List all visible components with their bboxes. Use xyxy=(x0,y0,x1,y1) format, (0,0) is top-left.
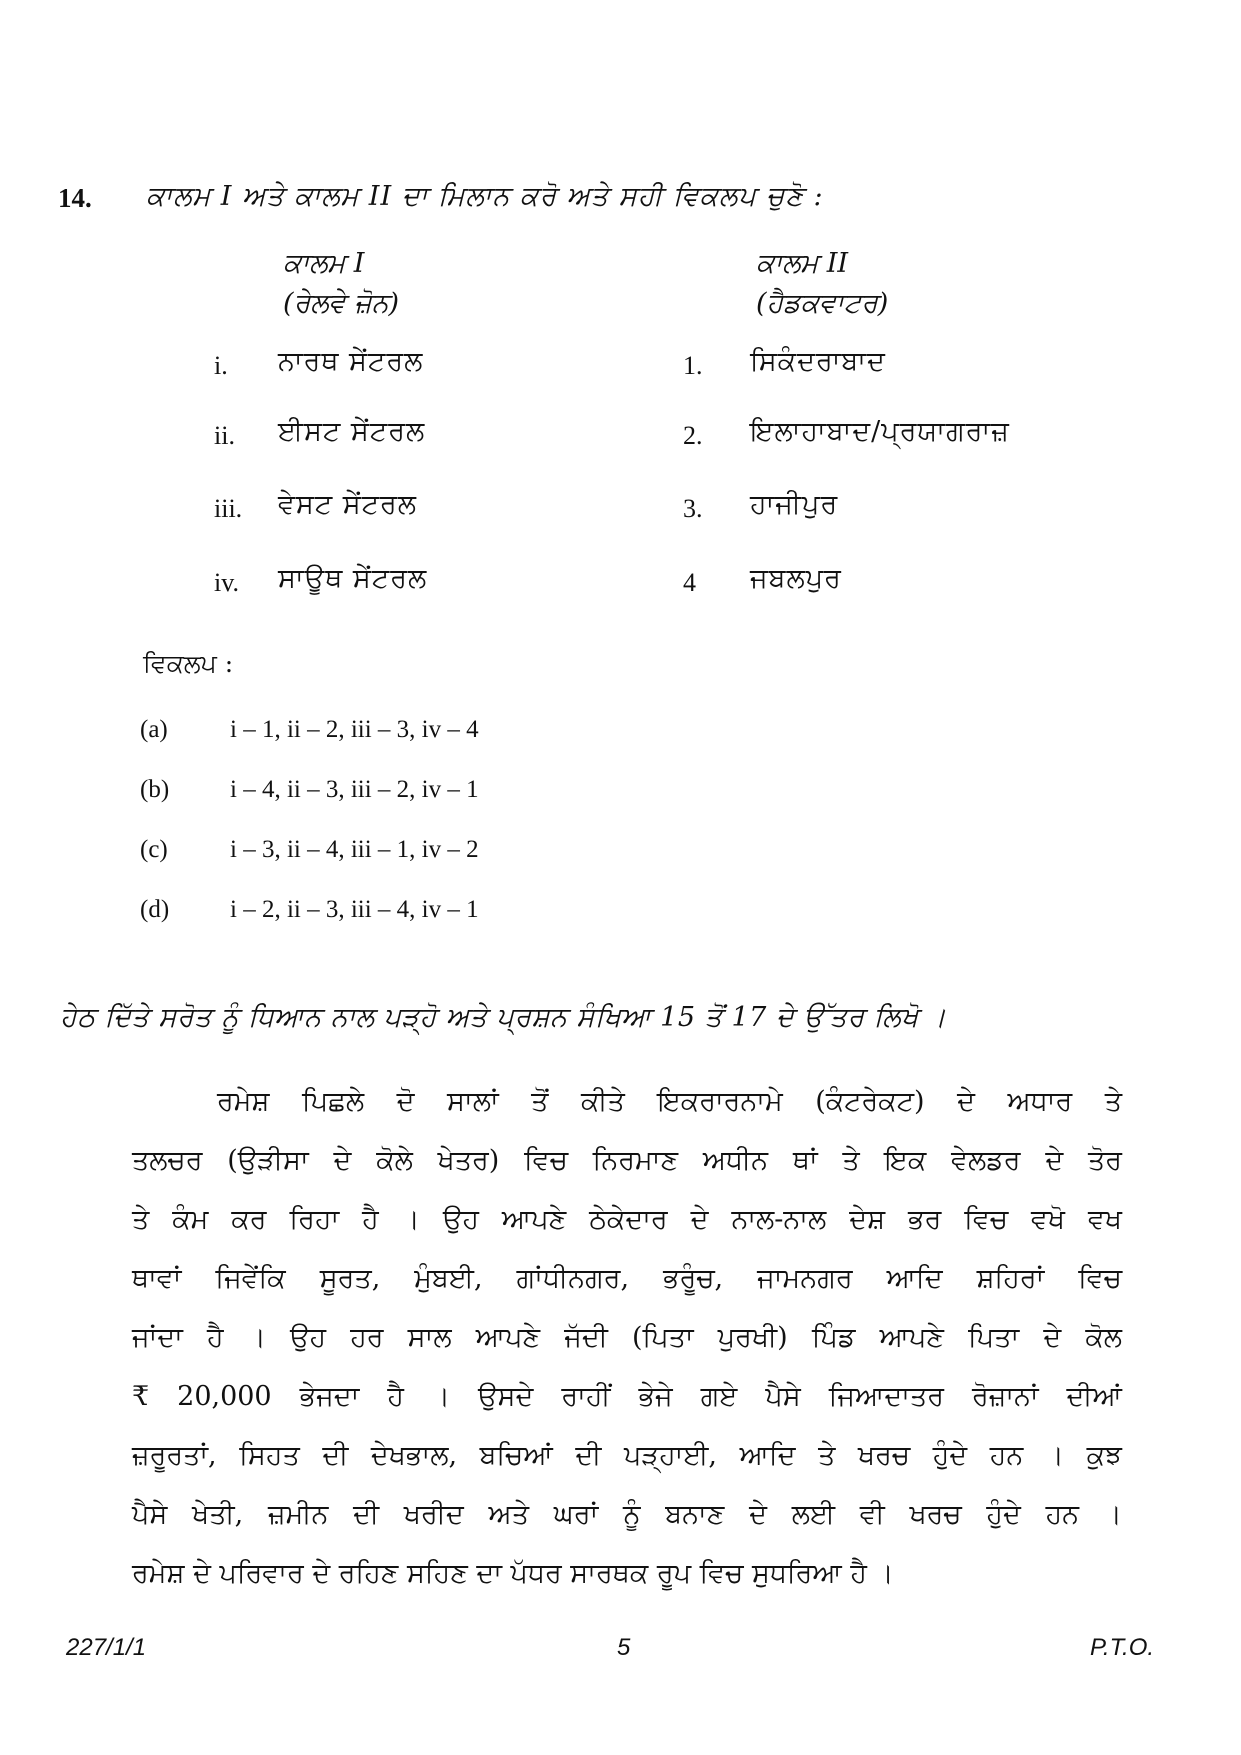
column2-item-text: ਇਲਾਹਾਬਾਦ/ਪ੍ਰਯਾਗਰਾਜ਼ xyxy=(750,416,1010,447)
column1-item-text: ਸਾਊਥ ਸੇਂਟਰਲ xyxy=(278,563,428,594)
column1-item-label: i. xyxy=(214,351,228,380)
column2-item-text: ਹਾਜੀਪੁਰ xyxy=(750,489,839,520)
passage-line: ਜ਼ਰੂਰਤਾਂ, ਸਿਹਤ ਦੀ ਦੇਖਭਾਲ, ਬਚਿਆਂ ਦੀ ਪੜ੍ਹਾਈ, ਆਦਿ ਤੇ ਖਰਚ ਹੁੰਦੇ ਹਨ । ਕੁਝ xyxy=(132,1440,1122,1471)
question-number: 14. xyxy=(58,183,92,213)
column2-item-label: 4 xyxy=(683,568,696,597)
passage-line: ਪੈਸੇ ਖੇਤੀ, ਜ਼ਮੀਨ ਦੀ ਖਰੀਦ ਅਤੇ ਘਰਾਂ ਨੂੰ ਬਨਾਣ ਦੇ ਲਈ ਵੀ ਖਰਚ ਹੁੰਦੇ ਹਨ । xyxy=(132,1499,1122,1530)
passage-line: ਜਾਂਦਾ ਹੈ । ਉਹ ਹਰ ਸਾਲ ਆਪਣੇ ਜੱਦੀ (ਪਿਤਾ ਪੁਰਖੀ) ਪਿੰਡ ਆਪਣੇ ਪਿਤਾ ਦੇ ਕੋਲ xyxy=(132,1322,1122,1353)
paper-code: 227/1/1 xyxy=(66,1634,147,1661)
column2-item-text: ਸਿਕੰਦਰਾਬਾਦ xyxy=(750,346,886,377)
option-text: i – 3, ii – 4, iii – 1, iv – 2 xyxy=(230,836,479,863)
page-number: 5 xyxy=(617,1634,631,1661)
question-text: ਕਾਲਮ I ਅਤੇ ਕਾਲਮ II ਦਾ ਮਿਲਾਨ ਕਰੋ ਅਤੇ ਸਹੀ ਵਿਕਲਪ ਚੁਣੋ : xyxy=(146,181,824,212)
column1-item-label: ii. xyxy=(214,421,235,450)
passage-line: ਰਮੇਸ਼ ਦੇ ਪਰਿਵਾਰ ਦੇ ਰਹਿਣ ਸਹਿਣ ਦਾ ਪੱਧਰ ਸਾਰਥਕ ਰੂਪ ਵਿਚ ਸੁਧਰਿਆ ਹੈ । xyxy=(132,1558,894,1589)
pto-label: P.T.O. xyxy=(1090,1634,1155,1661)
option-text: i – 2, ii – 3, iii – 4, iv – 1 xyxy=(230,896,479,923)
passage-line: ਥਾਵਾਂ ਜਿਵੇਂਕਿ ਸੂਰਤ, ਮੁੰਬਈ, ਗਾਂਧੀਨਗਰ, ਭਰੂੰਚ, ਜਾਮਨਗਰ ਆਦਿ ਸ਼ਹਿਰਾਂ ਵਿਚ xyxy=(132,1263,1122,1294)
column2-header xyxy=(756,244,888,324)
passage-line: ਰਮੇਸ਼ ਪਿਛਲੇ ਦੋ ਸਾਲਾਂ ਤੋਂ ਕੀਤੇ ਇਕਰਾਰਨਾਮੇ (ਕੰਟਰੇਕਟ) ਦੇ ਅਧਾਰ ਤੇ xyxy=(217,1086,1122,1117)
column2-item-label: 1. xyxy=(683,351,703,380)
column2-item-label: 3. xyxy=(683,494,703,523)
column1-item-text: ਨਾਰਥ ਸੇਂਟਰਲ xyxy=(278,346,424,377)
source-instruction: ਹੇਠ ਦਿੱਤੇ ਸਰੋਤ ਨੂੰ ਧਿਆਨ ਨਾਲ ਪੜ੍ਹੋ ਅਤੇ ਪ੍ਰਸ਼ਨ ਸੰਖਿਆ 15 ਤੋਂ 17 ਦੇ ਉੱਤਰ ਲਿਖੋ । xyxy=(60,1002,947,1033)
column1-subtitle: (ਰੇਲਵੇ ਜ਼ੋਨ) xyxy=(283,288,400,319)
passage-line: ਤਲਚਰ (ਉੜੀਸਾ ਦੇ ਕੋਲੇ ਖੇਤਰ) ਵਿਚ ਨਿਰਮਾਣ ਅਧੀਨ ਥਾਂ ਤੇ ਇਕ ਵੇਲਡਰ ਦੇ ਤੋਰ xyxy=(132,1145,1122,1176)
option-label: (c) xyxy=(140,836,168,863)
column2-title: ਕਾਲਮ II xyxy=(756,248,849,279)
column1-title: ਕਾਲਮ I xyxy=(283,248,365,279)
column2-item-text: ਜਬਲਪੁਰ xyxy=(750,563,842,594)
options-heading: ਵਿਕਲਪ : xyxy=(143,649,234,678)
passage-line: ₹ 20,000 ਭੇਜਦਾ ਹੈ । ਉਸਦੇ ਰਾਹੀਂ ਭੇਜੇ ਗਏ ਪੈਸੇ ਜਿਆਦਾਤਰ ਰੋਜ਼ਾਨਾਂ ਦੀਆਂ xyxy=(132,1381,1122,1412)
column1-item-text: ਈਸਟ ਸੇਂਟਰਲ xyxy=(278,416,426,447)
option-label: (b) xyxy=(140,776,170,803)
column1-item-text: ਵੇਸਟ ਸੇਂਟਰਲ xyxy=(278,489,418,520)
option-label: (d) xyxy=(140,896,170,923)
column1-item-label: iii. xyxy=(214,494,243,523)
source-passage xyxy=(132,1072,1122,1603)
column2-subtitle: (ਹੈਡਕਵਾਟਰ) xyxy=(756,288,889,319)
option-text: i – 1, ii – 2, iii – 3, iv – 4 xyxy=(230,716,479,743)
passage-line: ਤੇ ਕੰਮ ਕਰ ਰਿਹਾ ਹੈ । ਉਹ ਆਪਣੇ ਠੇਕੇਦਾਰ ਦੇ ਨਾਲ-ਨਾਲ ਦੇਸ਼ ਭਰ ਵਿਚ ਵਖੋ ਵਖ xyxy=(132,1204,1122,1235)
column1-item-label: iv. xyxy=(214,568,240,597)
option-label: (a) xyxy=(140,716,168,743)
column1-header xyxy=(283,244,399,324)
column2-item-label: 2. xyxy=(683,421,703,450)
option-text: i – 4, ii – 3, iii – 2, iv – 1 xyxy=(230,776,479,803)
